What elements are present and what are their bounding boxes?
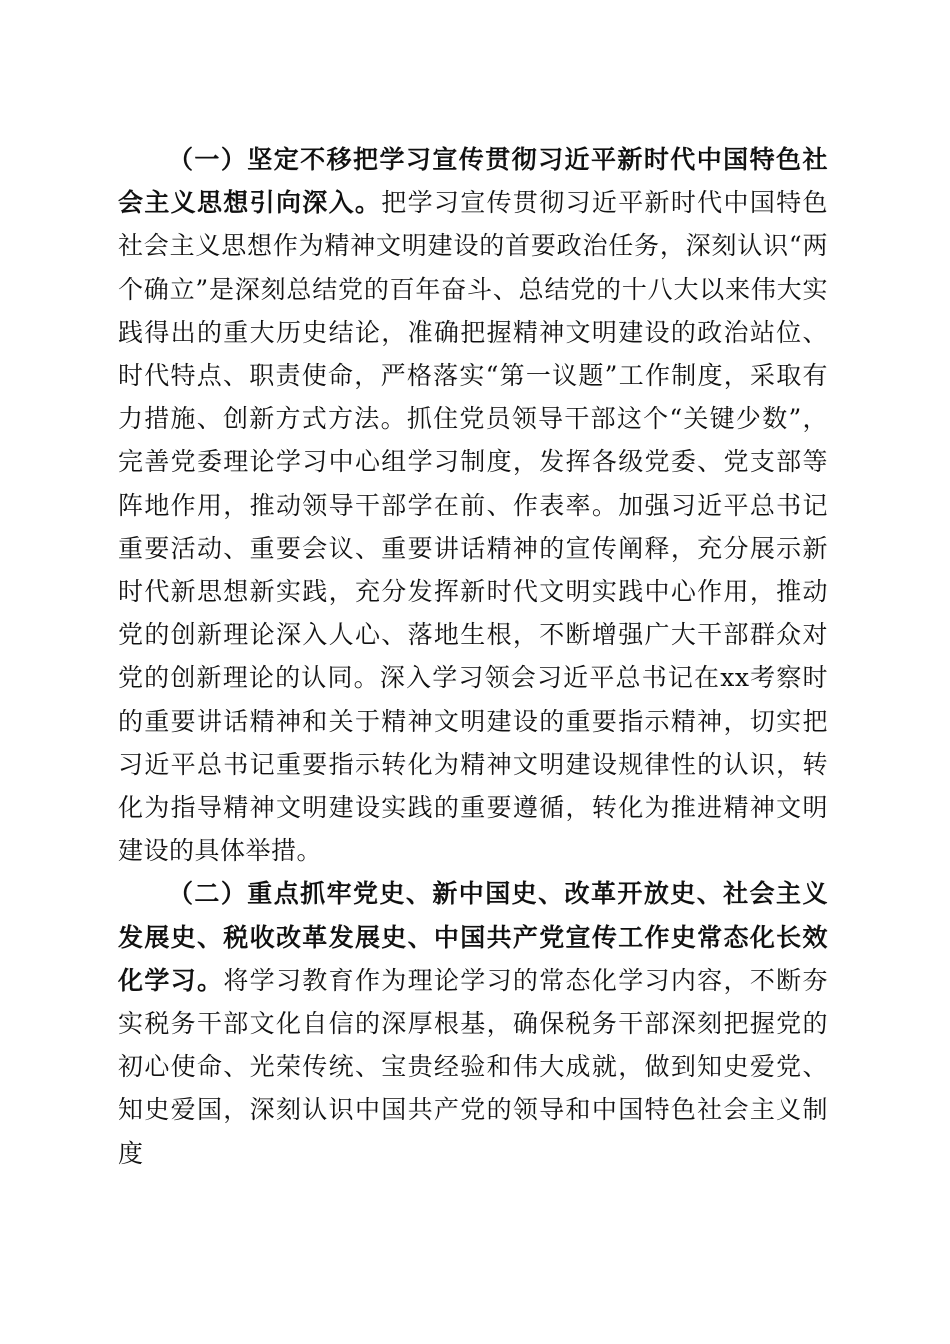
paragraph-2-heading: （二）重点抓牢党史、新中国史、改革开放史、社会主义发展史、税收改革发展史、中国共产党宣传工作史常态化长效化学习。	[118, 879, 828, 995]
paragraph-1	[118, 138, 828, 872]
document-body	[118, 138, 828, 1175]
paragraph-2	[118, 872, 828, 1174]
paragraph-2-body: 将学习教育作为理论学习的常态化学习内容，不断夯实税务干部文化自信的深厚根基，确保税务干部深刻把握党的初心使命、光荣传统、宝贵经验和伟大成就，做到知史爱党、知史爱国，深刻认识中国共产党的领导和中国特色社会主义制度	[118, 965, 828, 1168]
paragraph-1-heading: （一）坚定不移把学习宣传贯彻习近平新时代中国特色社会主义思想引向深入。	[118, 145, 828, 218]
paragraph-1-body: 把学习宣传贯彻习近平新时代中国特色社会主义思想作为精神文明建设的首要政治任务，深刻认识“两个确立”是深刻总结党的百年奋斗、总结党的十八大以来伟大实践得出的重大历史结论，准确把握精神文明建设的政治站位、时代特点、职责使命，严格落实“第一议题”工作制度，采取有力措施、创新方式方法。抓住党员领导干部这个“关键少数”，完善党委理论学习中心组学习制度，发挥各级党委、党支部等阵地作用，推动领导干部学在前、作表率。加强习近平总书记重要活动、重要会议、重要讲话精神的宣传阐释，充分展示新时代新思想新实践，充分发挥新时代文明实践中心作用，推动党的创新理论深入人心、落地生根，不断增强广大干部群众对党的创新理论的认同。深入学习领会习近平总书记在xx考察时的重要讲话精神和关于精神文明建设的重要指示精神，切实把习近平总书记重要指示转化为精神文明建设规律性的认识，转化为指导精神文明建设实践的重要遵循，转化为推进精神文明建设的具体举措。	[118, 188, 828, 866]
